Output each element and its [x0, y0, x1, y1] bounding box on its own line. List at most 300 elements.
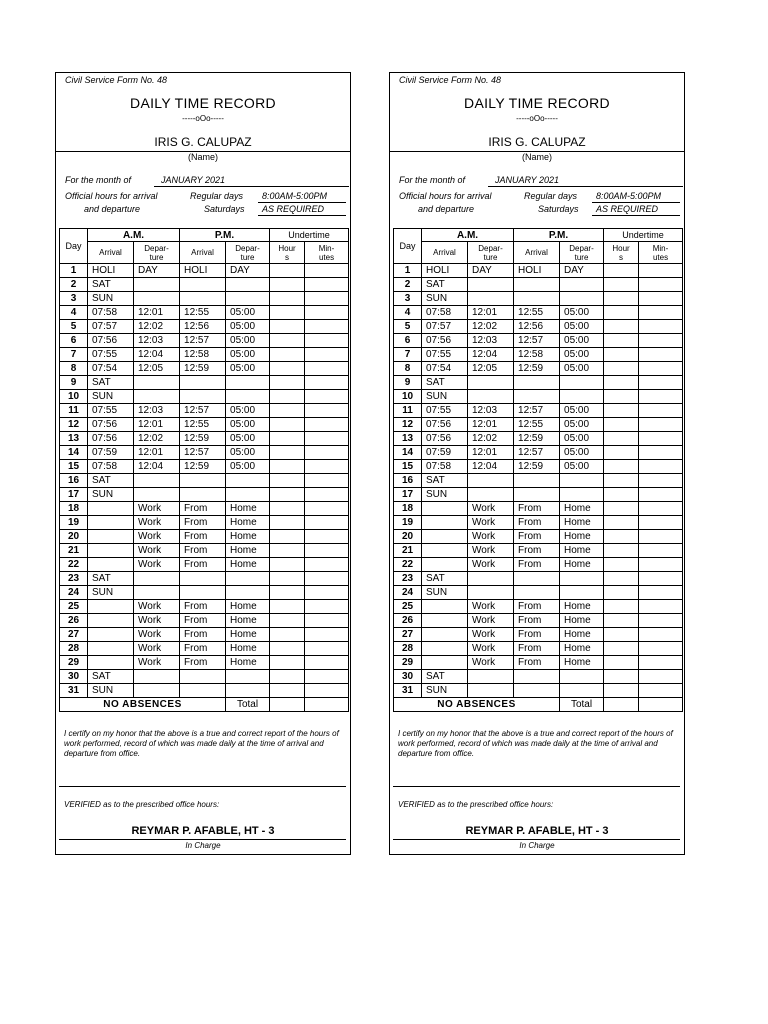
form-number: Civil Service Form No. 48: [65, 75, 168, 85]
day-cell: 5: [60, 320, 88, 334]
am-departure-cell: 12:01: [468, 306, 514, 320]
table-row: [394, 376, 683, 390]
pm-departure-cell: Home: [226, 642, 270, 656]
am-arrival-cell: HOLI: [88, 264, 134, 278]
table-row: [60, 614, 349, 628]
day-cell: 10: [394, 390, 422, 404]
table-row: [394, 474, 683, 488]
pm-arrival-cell: 12:55: [180, 306, 226, 320]
am-arrival-cell: 07:55: [422, 404, 468, 418]
pm-arrival-header: Arrival: [514, 242, 560, 264]
am-departure-header: Depar- ture: [468, 242, 514, 264]
am-departure-cell: [468, 390, 514, 404]
am-arrival-cell: 07:56: [422, 334, 468, 348]
pm-departure-cell: Home: [226, 502, 270, 516]
day-cell: 30: [394, 670, 422, 684]
total-label: Total: [226, 698, 270, 712]
am-departure-cell: [468, 670, 514, 684]
undertime-hours-cell: [604, 320, 639, 334]
pm-header: P.M.: [514, 229, 604, 242]
table-row: [394, 670, 683, 684]
month-value: JANUARY 2021: [161, 175, 226, 185]
day-cell: 8: [394, 362, 422, 376]
table-row: [394, 600, 683, 614]
undertime-hours-cell: [270, 684, 305, 698]
regular-days-label: Regular days: [190, 191, 244, 201]
day-cell: 18: [394, 502, 422, 516]
day-cell: 16: [394, 474, 422, 488]
day-cell: 7: [394, 348, 422, 362]
pm-arrival-cell: From: [514, 544, 560, 558]
am-departure-cell: 12:03: [468, 334, 514, 348]
pm-departure-cell: 05:00: [560, 404, 604, 418]
day-cell: 1: [60, 264, 88, 278]
am-arrival-cell: 07:56: [88, 418, 134, 432]
am-departure-cell: Work: [134, 642, 180, 656]
undertime-minutes-cell: [639, 418, 683, 432]
am-arrival-cell: SUN: [422, 292, 468, 306]
pm-arrival-cell: [180, 488, 226, 502]
am-arrival-cell: [422, 530, 468, 544]
time-record-table: [393, 228, 683, 712]
pm-arrival-cell: [180, 586, 226, 600]
undertime-hours-cell: [604, 418, 639, 432]
am-departure-cell: [134, 292, 180, 306]
am-departure-cell: 12:02: [134, 320, 180, 334]
table-row: [394, 460, 683, 474]
pm-arrival-cell: From: [514, 558, 560, 572]
table-row: [60, 502, 349, 516]
am-departure-header: Depar- ture: [134, 242, 180, 264]
undertime-hours-cell: [604, 334, 639, 348]
table-row: [394, 516, 683, 530]
undertime-minutes-cell: [639, 642, 683, 656]
table-row: [60, 306, 349, 320]
title-separator: -----oOo-----: [182, 114, 224, 123]
am-arrival-cell: 07:57: [422, 320, 468, 334]
pm-arrival-cell: From: [180, 516, 226, 530]
undertime-minutes-cell: [639, 544, 683, 558]
undertime-hours-cell: [270, 418, 305, 432]
am-departure-cell: 12:01: [134, 306, 180, 320]
am-arrival-cell: SUN: [88, 586, 134, 600]
employee-signature-line: [59, 786, 346, 787]
day-cell: 7: [60, 348, 88, 362]
table-row: [60, 656, 349, 670]
pm-arrival-cell: [514, 684, 560, 698]
pm-arrival-cell: 12:56: [180, 320, 226, 334]
pm-arrival-cell: From: [180, 600, 226, 614]
am-arrival-cell: SAT: [422, 572, 468, 586]
undertime-hours-cell: [604, 348, 639, 362]
undertime-hours-cell: [270, 502, 305, 516]
pm-departure-cell: 05:00: [226, 362, 270, 376]
table-row: [394, 684, 683, 698]
in-charge-caption: In Charge: [185, 841, 221, 850]
pm-departure-cell: 05:00: [226, 320, 270, 334]
undertime-hours-cell: [604, 460, 639, 474]
pm-departure-cell: 05:00: [560, 460, 604, 474]
name-caption: (Name): [521, 152, 552, 162]
pm-departure-cell: Home: [226, 558, 270, 572]
table-row: [60, 684, 349, 698]
day-cell: 18: [60, 502, 88, 516]
pm-arrival-cell: From: [180, 530, 226, 544]
day-cell: 6: [394, 334, 422, 348]
table-row: [60, 432, 349, 446]
day-header: Day: [60, 229, 88, 264]
pm-departure-cell: 05:00: [226, 404, 270, 418]
undertime-hours-cell: [604, 474, 639, 488]
pm-departure-cell: 05:00: [560, 348, 604, 362]
pm-arrival-cell: From: [180, 502, 226, 516]
am-arrival-cell: HOLI: [422, 264, 468, 278]
undertime-minutes-cell: [639, 474, 683, 488]
undertime-minutes-cell: [305, 306, 349, 320]
day-cell: 19: [60, 516, 88, 530]
regular-days-value: 8:00AM-5:00PM: [262, 191, 328, 201]
day-cell: 12: [60, 418, 88, 432]
am-departure-cell: Work: [468, 530, 514, 544]
employee-signature-line: [393, 786, 680, 787]
pm-departure-cell: Home: [560, 530, 604, 544]
am-header: A.M.: [422, 229, 514, 242]
pm-departure-cell: DAY: [560, 264, 604, 278]
am-departure-cell: [134, 376, 180, 390]
undertime-hours-cell: [604, 684, 639, 698]
undertime-hours-cell: [270, 404, 305, 418]
regular-days-value: 8:00AM-5:00PM: [596, 191, 662, 201]
pm-departure-cell: Home: [226, 544, 270, 558]
undertime-hours-cell: [270, 278, 305, 292]
undertime-minutes-cell: [305, 376, 349, 390]
undertime-hours-cell: [270, 488, 305, 502]
table-row: [60, 572, 349, 586]
day-cell: 21: [394, 544, 422, 558]
day-cell: 2: [394, 278, 422, 292]
day-cell: 20: [60, 530, 88, 544]
dtr-card-right: [389, 72, 685, 855]
day-cell: 24: [394, 586, 422, 600]
pm-arrival-cell: 12:59: [180, 362, 226, 376]
undertime-hours-cell: [604, 614, 639, 628]
pm-departure-cell: [560, 474, 604, 488]
day-cell: 2: [60, 278, 88, 292]
pm-arrival-cell: From: [514, 642, 560, 656]
day-cell: 25: [60, 600, 88, 614]
undertime-hours-cell: [270, 670, 305, 684]
am-arrival-cell: SAT: [88, 474, 134, 488]
day-cell: 6: [60, 334, 88, 348]
undertime-hours-cell: [270, 628, 305, 642]
undertime-minutes-cell: [639, 670, 683, 684]
month-underline: [488, 186, 683, 187]
undertime-hours-cell: [270, 600, 305, 614]
pm-arrival-cell: [514, 474, 560, 488]
am-departure-cell: Work: [468, 600, 514, 614]
day-cell: 12: [394, 418, 422, 432]
am-arrival-header: Arrival: [422, 242, 468, 264]
am-arrival-cell: 07:57: [88, 320, 134, 334]
pm-departure-cell: [560, 572, 604, 586]
pm-arrival-cell: 12:59: [514, 432, 560, 446]
pm-departure-cell: [560, 488, 604, 502]
pm-departure-cell: [560, 670, 604, 684]
am-departure-cell: Work: [468, 558, 514, 572]
table-row: [394, 614, 683, 628]
undertime-hours-cell: [270, 362, 305, 376]
regular-days-underline: [592, 202, 680, 203]
table-row: [60, 334, 349, 348]
pm-departure-cell: [560, 278, 604, 292]
am-departure-cell: 12:04: [134, 348, 180, 362]
undertime-minutes-cell: [305, 558, 349, 572]
saturdays-value: AS REQUIRED: [262, 204, 325, 214]
table-row: [394, 306, 683, 320]
pm-departure-cell: 05:00: [560, 334, 604, 348]
employee-name: IRIS G. CALUPAZ: [154, 135, 252, 149]
am-departure-cell: Work: [468, 656, 514, 670]
day-cell: 31: [394, 684, 422, 698]
regular-days-label: Regular days: [524, 191, 578, 201]
undertime-minutes-cell: [305, 502, 349, 516]
undertime-hours-cell: [270, 558, 305, 572]
day-cell: 10: [60, 390, 88, 404]
undertime-minutes-cell: [639, 432, 683, 446]
undertime-hours-cell: [270, 572, 305, 586]
pm-departure-cell: Home: [560, 656, 604, 670]
am-departure-cell: Work: [134, 530, 180, 544]
am-arrival-cell: SAT: [422, 376, 468, 390]
am-arrival-cell: [88, 614, 134, 628]
day-cell: 25: [394, 600, 422, 614]
undertime-minutes-cell: [305, 586, 349, 600]
pm-arrival-cell: From: [180, 656, 226, 670]
pm-arrival-cell: [180, 292, 226, 306]
pm-arrival-cell: [180, 376, 226, 390]
table-row: [60, 642, 349, 656]
am-arrival-cell: SAT: [88, 572, 134, 586]
minutes-header: Min- utes: [305, 242, 349, 264]
certification-text: I certify on my honor that the above is a true and correct report of the hours of work performed, record of which was made daily at the time of arrival and departure from office.: [398, 729, 673, 758]
pm-arrival-cell: HOLI: [514, 264, 560, 278]
am-arrival-cell: 07:54: [422, 362, 468, 376]
am-departure-cell: [134, 488, 180, 502]
am-departure-cell: Work: [468, 628, 514, 642]
undertime-minutes-cell: [639, 488, 683, 502]
official-hours-label: Official hours for arrival: [399, 191, 492, 201]
am-departure-cell: Work: [134, 628, 180, 642]
pm-arrival-cell: From: [180, 628, 226, 642]
am-departure-cell: [134, 684, 180, 698]
day-cell: 19: [394, 516, 422, 530]
day-cell: 14: [394, 446, 422, 460]
undertime-hours-cell: [604, 628, 639, 642]
am-departure-cell: 12:02: [134, 432, 180, 446]
pm-departure-cell: DAY: [226, 264, 270, 278]
am-arrival-cell: 07:56: [422, 418, 468, 432]
am-departure-cell: 12:04: [468, 460, 514, 474]
table-row: [394, 264, 683, 278]
certification-text: I certify on my honor that the above is a true and correct report of the hours of work performed, record of which was made daily at the time of arrival and departure from office.: [64, 729, 339, 758]
pm-departure-cell: Home: [560, 516, 604, 530]
day-cell: 9: [60, 376, 88, 390]
pm-arrival-cell: 12:57: [180, 334, 226, 348]
no-absences-label: NO ABSENCES: [60, 698, 226, 712]
saturdays-underline: [258, 215, 346, 216]
day-cell: 23: [60, 572, 88, 586]
pm-departure-cell: [560, 586, 604, 600]
am-departure-cell: Work: [468, 544, 514, 558]
day-cell: 11: [60, 404, 88, 418]
undertime-minutes-cell: [639, 390, 683, 404]
undertime-minutes-cell: [639, 628, 683, 642]
day-cell: 27: [394, 628, 422, 642]
undertime-hours-cell: [604, 432, 639, 446]
am-arrival-cell: SAT: [422, 670, 468, 684]
undertime-hours-cell: [270, 656, 305, 670]
form-title: DAILY TIME RECORD: [130, 95, 276, 111]
am-arrival-cell: [422, 628, 468, 642]
undertime-minutes-cell: [639, 376, 683, 390]
table-row: [60, 586, 349, 600]
table-row: [394, 418, 683, 432]
total-minutes: [305, 698, 349, 712]
am-departure-cell: [134, 670, 180, 684]
undertime-hours-cell: [604, 502, 639, 516]
am-departure-cell: Work: [134, 656, 180, 670]
am-arrival-cell: 07:58: [88, 460, 134, 474]
undertime-header: Undertime: [604, 229, 683, 242]
table-row: [60, 530, 349, 544]
undertime-minutes-cell: [305, 278, 349, 292]
pm-arrival-cell: 12:56: [514, 320, 560, 334]
table-row: [394, 558, 683, 572]
am-departure-cell: [134, 390, 180, 404]
am-arrival-cell: [422, 544, 468, 558]
pm-arrival-cell: From: [514, 614, 560, 628]
undertime-hours-cell: [270, 586, 305, 600]
pm-header: P.M.: [180, 229, 270, 242]
table-row: [60, 670, 349, 684]
am-arrival-cell: [88, 516, 134, 530]
undertime-hours-cell: [604, 488, 639, 502]
day-cell: 20: [394, 530, 422, 544]
day-cell: 13: [394, 432, 422, 446]
month-underline: [154, 186, 349, 187]
undertime-minutes-cell: [305, 334, 349, 348]
pm-arrival-cell: HOLI: [180, 264, 226, 278]
pm-departure-cell: [226, 474, 270, 488]
am-arrival-cell: SAT: [422, 278, 468, 292]
pm-arrival-cell: [180, 684, 226, 698]
undertime-minutes-cell: [639, 572, 683, 586]
undertime-minutes-cell: [639, 334, 683, 348]
am-arrival-cell: [88, 656, 134, 670]
table-row: [60, 320, 349, 334]
undertime-minutes-cell: [305, 264, 349, 278]
pm-arrival-cell: From: [180, 614, 226, 628]
undertime-minutes-cell: [305, 488, 349, 502]
table-row: [394, 320, 683, 334]
pm-arrival-cell: From: [514, 502, 560, 516]
official-hours-label: Official hours for arrival: [65, 191, 158, 201]
am-departure-cell: Work: [134, 600, 180, 614]
day-cell: 3: [60, 292, 88, 306]
day-cell: 4: [394, 306, 422, 320]
undertime-minutes-cell: [639, 460, 683, 474]
regular-days-underline: [258, 202, 346, 203]
day-cell: 28: [60, 642, 88, 656]
undertime-minutes-cell: [639, 614, 683, 628]
am-arrival-cell: [88, 558, 134, 572]
table-row: [60, 488, 349, 502]
table-row: [60, 628, 349, 642]
undertime-hours-cell: [270, 264, 305, 278]
am-departure-cell: [468, 278, 514, 292]
day-cell: 31: [60, 684, 88, 698]
undertime-minutes-cell: [305, 390, 349, 404]
day-cell: 23: [394, 572, 422, 586]
am-arrival-cell: [422, 614, 468, 628]
day-cell: 5: [394, 320, 422, 334]
undertime-minutes-cell: [639, 362, 683, 376]
table-row: [394, 390, 683, 404]
am-departure-cell: 12:01: [134, 446, 180, 460]
undertime-hours-cell: [604, 362, 639, 376]
am-departure-cell: Work: [134, 614, 180, 628]
table-row: [60, 600, 349, 614]
pm-arrival-cell: 12:57: [514, 446, 560, 460]
undertime-hours-cell: [270, 306, 305, 320]
table-row: [394, 502, 683, 516]
month-label: For the month of: [65, 175, 132, 185]
day-cell: 17: [60, 488, 88, 502]
pm-arrival-cell: 12:59: [180, 460, 226, 474]
undertime-minutes-cell: [639, 600, 683, 614]
table-row: [394, 586, 683, 600]
pm-departure-cell: Home: [226, 600, 270, 614]
undertime-minutes-cell: [305, 656, 349, 670]
am-departure-cell: 12:01: [468, 446, 514, 460]
table-row: [60, 558, 349, 572]
am-departure-cell: 12:05: [134, 362, 180, 376]
day-cell: 29: [60, 656, 88, 670]
pm-departure-cell: 05:00: [560, 446, 604, 460]
am-departure-cell: 12:03: [134, 334, 180, 348]
undertime-hours-cell: [604, 306, 639, 320]
am-departure-cell: 12:05: [468, 362, 514, 376]
undertime-minutes-cell: [639, 446, 683, 460]
am-departure-cell: Work: [134, 516, 180, 530]
am-departure-cell: 12:01: [134, 418, 180, 432]
undertime-minutes-cell: [639, 264, 683, 278]
title-separator: -----oOo-----: [516, 114, 558, 123]
day-cell: 15: [394, 460, 422, 474]
day-cell: 14: [60, 446, 88, 460]
verified-text: VERIFIED as to the prescribed office hours:: [398, 800, 554, 809]
day-cell: 28: [394, 642, 422, 656]
am-arrival-cell: [88, 600, 134, 614]
pm-departure-cell: Home: [560, 558, 604, 572]
undertime-hours-cell: [604, 292, 639, 306]
am-arrival-cell: [88, 642, 134, 656]
undertime-hours-cell: [604, 544, 639, 558]
am-departure-cell: Work: [468, 502, 514, 516]
pm-arrival-cell: 12:55: [514, 306, 560, 320]
am-arrival-cell: SAT: [88, 376, 134, 390]
day-cell: 26: [60, 614, 88, 628]
